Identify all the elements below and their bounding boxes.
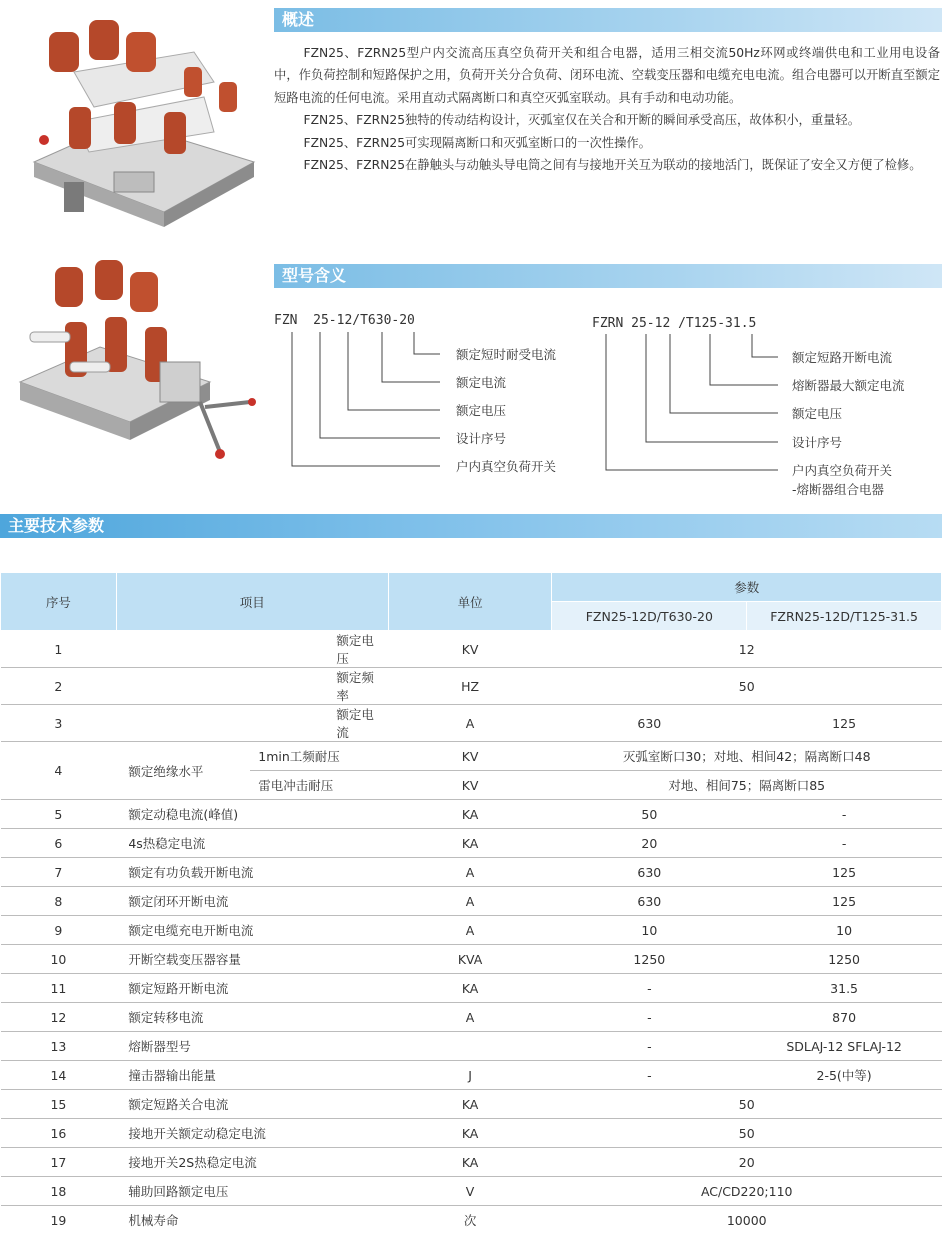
row-value: 50 <box>552 1119 942 1148</box>
row-unit: A <box>388 858 552 887</box>
row-item: 额定电流 <box>116 705 388 742</box>
table-row <box>1 1206 942 1235</box>
row-unit: KV <box>388 742 552 771</box>
model-code-fzn: FZN 25-12/T630-20 <box>274 313 415 328</box>
row-value: AC/CD220;110 <box>552 1177 942 1206</box>
header-params: 参数 <box>552 573 942 602</box>
row-item: 额定电缆充电开断电流 <box>116 916 388 945</box>
row-value-fzn: 1250 <box>552 945 747 974</box>
table-row <box>1 858 942 887</box>
row-no: 5 <box>1 800 117 829</box>
row-item: 额定电压 <box>116 631 388 668</box>
row-no: 10 <box>1 945 117 974</box>
row-item: 熔断器型号 <box>116 1032 388 1061</box>
model-label: 额定电压 <box>456 403 507 418</box>
row-unit: A <box>388 705 552 742</box>
row-value-fzn: - <box>552 1032 747 1061</box>
row-value-fzrn: SDLAJ-12 SFLAJ-12 <box>747 1032 942 1061</box>
table-row <box>1 1177 942 1206</box>
row-no: 4 <box>1 742 117 800</box>
row-no: 12 <box>1 1003 117 1032</box>
row-no: 1 <box>1 631 117 668</box>
header-col-fzrn: FZRN25-12D/T125-31.5 <box>747 602 942 631</box>
row-item: 额定短路开断电流 <box>116 974 388 1003</box>
overview-paragraph: FZN25、FZRN25在静触头与动触头导电筒之间有与接地开关互为联动的接地活门，既保证了安全又方便了检修。 <box>303 158 922 173</box>
model-label: 设计序号 <box>792 435 843 450</box>
row-subitem: 雷电冲击耐压 <box>250 771 388 800</box>
table-row <box>1 1090 942 1119</box>
row-value-fzrn: 2-5(中等) <box>747 1061 942 1090</box>
row-value-fzn: 20 <box>552 829 747 858</box>
table-row <box>1 1003 942 1032</box>
table-row <box>1 1148 942 1177</box>
row-unit <box>388 1032 552 1061</box>
section-title-model: 型号含义 <box>274 264 942 288</box>
row-unit: KA <box>388 1090 552 1119</box>
row-value-fzn: 10 <box>552 916 747 945</box>
row-item: 额定频率 <box>116 668 388 705</box>
row-value-fzrn: 125 <box>747 887 942 916</box>
table-row <box>1 887 942 916</box>
row-value-fzn: - <box>552 1061 747 1090</box>
section-title-overview: 概述 <box>274 8 942 32</box>
row-value-fzn: 50 <box>552 800 747 829</box>
row-unit: KA <box>388 800 552 829</box>
row-value: 灭弧室断口30；对地、相间42；隔离断口48 <box>552 742 942 771</box>
model-label: 额定短路开断电流 <box>792 350 893 365</box>
row-value-fzn: - <box>552 1003 747 1032</box>
model-label: 设计序号 <box>456 431 507 446</box>
table-row <box>1 705 942 742</box>
model-code-fzrn: FZRN 25-12 /T125-31.5 <box>592 316 757 331</box>
overview-paragraph: FZN25、FZRN25可实现隔离断口和灭弧室断口的一次性操作。 <box>303 135 651 150</box>
row-item: 额定闭环开断电流 <box>116 887 388 916</box>
row-item: 接地开关2S热稳定电流 <box>116 1148 388 1177</box>
row-unit: KA <box>388 829 552 858</box>
row-no: 15 <box>1 1090 117 1119</box>
table-row <box>1 829 942 858</box>
model-label: 额定电流 <box>456 375 507 390</box>
row-value: 50 <box>552 1090 942 1119</box>
row-value-fzrn: - <box>747 829 942 858</box>
row-value-fzrn: 10 <box>747 916 942 945</box>
row-value-fzrn: - <box>747 800 942 829</box>
row-value-fzn: 630 <box>552 858 747 887</box>
row-unit: HZ <box>388 668 552 705</box>
row-unit: V <box>388 1177 552 1206</box>
row-no: 11 <box>1 974 117 1003</box>
row-value-fzrn: 1250 <box>747 945 942 974</box>
table-row <box>1 668 942 705</box>
row-item: 额定绝缘水平 <box>116 742 250 800</box>
table-row <box>1 916 942 945</box>
header-item: 项目 <box>116 573 388 631</box>
row-item: 开断空载变压器容量 <box>116 945 388 974</box>
row-value-fzrn: 125 <box>747 705 942 742</box>
table-row <box>1 1061 942 1090</box>
row-value-fzn: 630 <box>552 705 747 742</box>
row-item: 辅助回路额定电压 <box>116 1177 388 1206</box>
row-item: 额定有功负载开断电流 <box>116 858 388 887</box>
table-row <box>1 742 942 771</box>
table-row <box>1 1032 942 1061</box>
table-row <box>1 1119 942 1148</box>
table-row <box>1 974 942 1003</box>
row-no: 17 <box>1 1148 117 1177</box>
row-unit: KA <box>388 1148 552 1177</box>
row-no: 6 <box>1 829 117 858</box>
row-no: 13 <box>1 1032 117 1061</box>
row-value-fzrn: 31.5 <box>747 974 942 1003</box>
row-item: 接地开关额定动稳定电流 <box>116 1119 388 1148</box>
row-unit: A <box>388 916 552 945</box>
row-unit: KV <box>388 631 552 668</box>
row-value-fzrn: 125 <box>747 858 942 887</box>
row-no: 18 <box>1 1177 117 1206</box>
row-value: 10000 <box>726 1212 767 1228</box>
overview-paragraph: FZN25、FZRN25型户内交流高压真空负荷开关和组合电器，适用三相交流50Hz环网或终端供电和工业用电设备中，作负荷控制和短路保护之用，负荷开关分合负荷、闭环电流、空载变压器和电缆充电电流。组合电器可以开断直至额定短路电流的任何电流。采用直动式隔离断口和真空灭弧室联动。具有手动和电动功能。 <box>274 46 940 105</box>
row-unit: KV <box>388 771 552 800</box>
row-item: 撞击器输出能量 <box>116 1061 388 1090</box>
header-seq: 序号 <box>1 573 117 631</box>
row-value: 12 <box>552 631 942 668</box>
row-no: 19 <box>50 1212 67 1228</box>
row-unit: 次 <box>463 1213 477 1229</box>
header-unit: 单位 <box>388 573 552 631</box>
table-row <box>1 945 942 974</box>
row-value-fzn: 630 <box>552 887 747 916</box>
model-label: 熔断器最大额定电流 <box>792 378 905 393</box>
header-col-fzn: FZN25-12D/T630-20 <box>552 602 747 631</box>
row-value-fzn: - <box>552 974 747 1003</box>
model-label: 户内真空负荷开关 <box>456 459 557 474</box>
row-no: 9 <box>1 916 117 945</box>
row-unit: KA <box>388 1119 552 1148</box>
row-no: 2 <box>1 668 117 705</box>
model-label: 户内真空负荷开关 <box>792 463 893 478</box>
section-title-params: 主要技术参数 <box>0 514 942 538</box>
row-no: 16 <box>1 1119 117 1148</box>
row-item: 额定转移电流 <box>116 1003 388 1032</box>
row-value: 对地、相间75；隔离断口85 <box>552 771 942 800</box>
row-item: 机械寿命 <box>128 1213 179 1229</box>
row-item: 额定短路关合电流 <box>116 1090 388 1119</box>
row-unit: KA <box>388 974 552 1003</box>
table-row <box>1 800 942 829</box>
row-subitem: 1min工频耐压 <box>250 742 388 771</box>
row-unit: A <box>388 1003 552 1032</box>
params-table <box>0 572 942 1235</box>
row-value: 50 <box>552 668 942 705</box>
overview-paragraph: FZN25、FZRN25独特的传动结构设计，灭弧室仅在关合和开断的瞬间承受高压，故体积小，重量轻。 <box>303 113 861 128</box>
row-value-fzrn: 870 <box>747 1003 942 1032</box>
row-no: 8 <box>1 887 117 916</box>
model-label: -熔断器组合电器 <box>792 482 885 497</box>
row-no: 7 <box>1 858 117 887</box>
row-unit: A <box>388 887 552 916</box>
table-row <box>1 631 942 668</box>
row-unit: KVA <box>388 945 552 974</box>
row-no: 3 <box>1 705 117 742</box>
row-value: 20 <box>552 1148 942 1177</box>
model-label: 额定电压 <box>792 406 843 421</box>
row-item: 4s热稳定电流 <box>116 829 388 858</box>
row-no: 14 <box>1 1061 117 1090</box>
row-unit: J <box>388 1061 552 1090</box>
model-label: 额定短时耐受电流 <box>456 347 557 362</box>
row-item: 额定动稳电流(峰值) <box>116 800 388 829</box>
